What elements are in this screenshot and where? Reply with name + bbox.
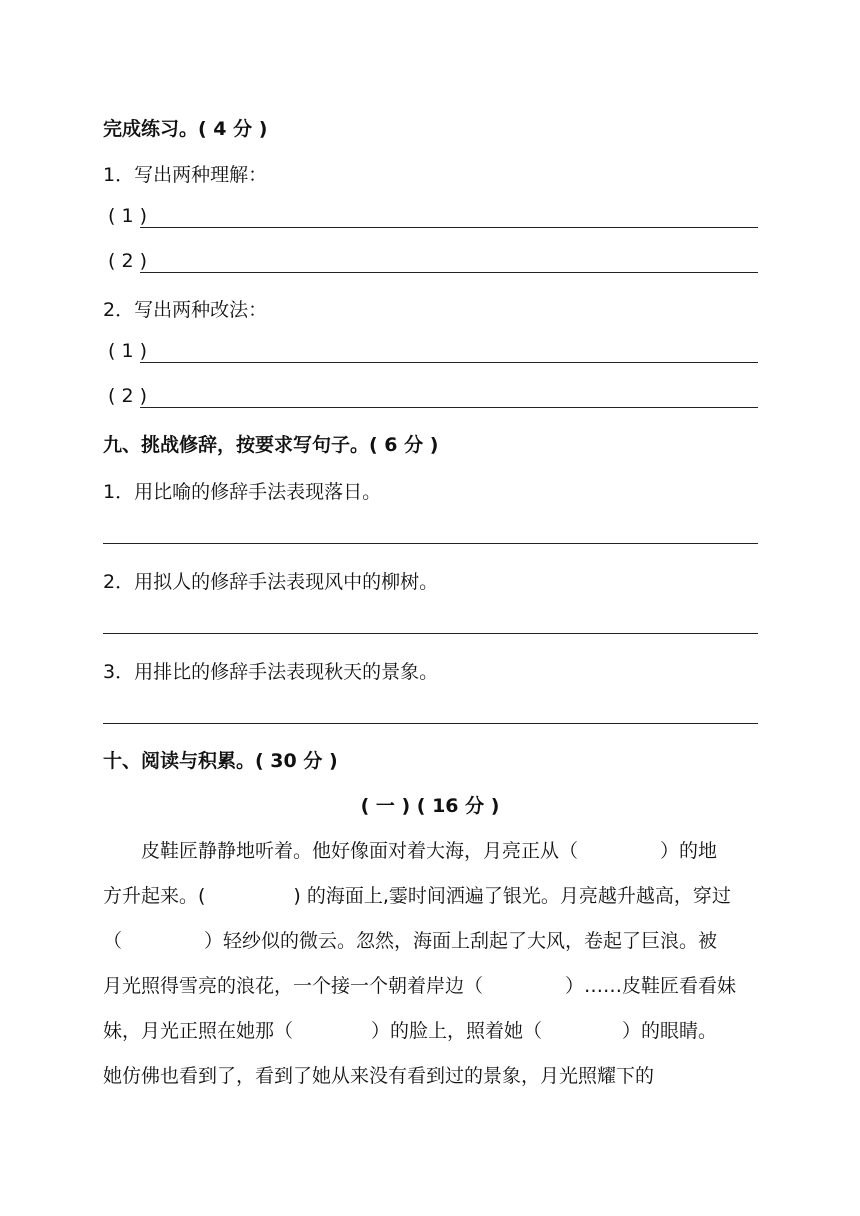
answer-line[interactable]	[103, 543, 758, 544]
passage-line	[103, 1061, 758, 1088]
passage-text: ）轻纱似的微云。忽然，海面上刮起了大风，卷起了巨浪。被	[204, 930, 718, 952]
question-prompt: 3．用排比的修辞手法表现秋天的景象。	[103, 661, 439, 683]
question-prompt: 1．用比喻的修辞手法表现落日。	[103, 481, 382, 503]
passage-text: ）的脸上，照着她（	[371, 1020, 543, 1042]
section-heading: 十、阅读与积累。( 30 分 )	[103, 750, 338, 772]
passage-text: 皮鞋匠静静地听着。他好像面对着大海，月亮正从（	[141, 840, 579, 862]
answer-line[interactable]	[140, 407, 758, 408]
passage-text: ）的地	[660, 840, 718, 862]
answer-line[interactable]	[140, 362, 758, 363]
passage-text: 月光照得雪亮的浪花，一个接一个朝着岸边（	[103, 975, 484, 997]
question-prompt: 1．写出两种理解：	[103, 164, 268, 186]
part-heading: ( 一 ) ( 16 分 )	[360, 795, 500, 817]
answer-label: ( 1 )	[108, 340, 147, 362]
answer-label: ( 1 )	[108, 205, 147, 227]
passage-line	[103, 926, 758, 953]
answer-line[interactable]	[103, 633, 758, 634]
passage-text: 妹，月光正照在她那（	[103, 1020, 294, 1042]
answer-label: ( 2 )	[108, 250, 147, 272]
passage-line	[103, 1016, 758, 1043]
answer-line[interactable]	[140, 227, 758, 228]
question-prompt: 2．用拟人的修辞手法表现风中的柳树。	[103, 571, 439, 593]
passage-line	[103, 971, 758, 998]
passage-text: ）……皮鞋匠看看妹	[565, 975, 737, 997]
section-heading: 完成练习。( 4 分 )	[103, 118, 268, 140]
answer-line[interactable]	[140, 272, 758, 273]
passage-text: ) 的海面上,霎时间洒遍了银光。月亮越升越高，穿过	[293, 885, 731, 907]
passage-text: 她仿佛也看到了，看到了她从来没有看到过的景象，月光照耀下的	[103, 1065, 655, 1087]
passage-text: （	[103, 930, 123, 952]
passage-text: 方升起来。(	[103, 885, 206, 907]
passage-line	[103, 881, 758, 908]
section-heading: 九、挑战修辞，按要求写句子。( 6 分 )	[103, 434, 439, 456]
question-prompt: 2．写出两种改法：	[103, 299, 268, 321]
passage-line	[103, 836, 758, 863]
answer-line[interactable]	[103, 723, 758, 724]
passage-text: ）的眼睛。	[622, 1020, 718, 1042]
answer-label: ( 2 )	[108, 385, 147, 407]
